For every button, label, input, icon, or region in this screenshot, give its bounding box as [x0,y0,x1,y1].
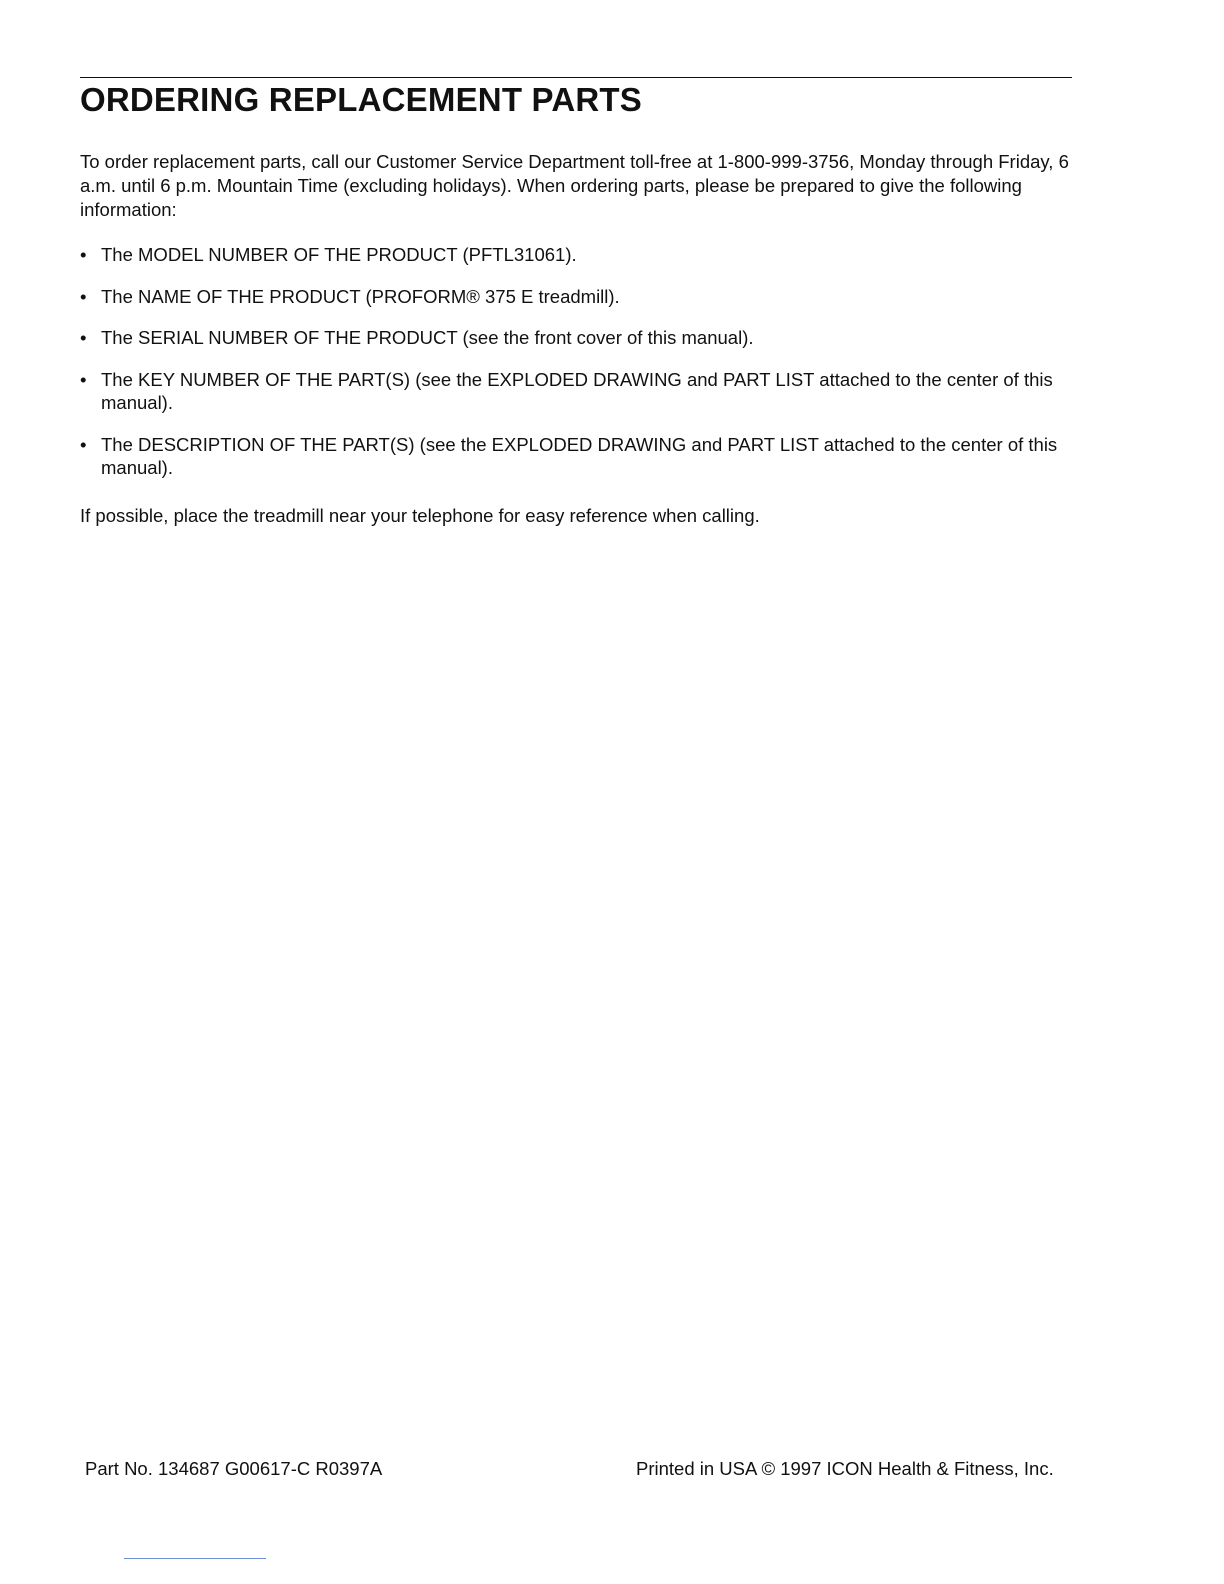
list-item-text: The KEY NUMBER OF THE PART(S) (see the EXPLODED DRAWING and PART LIST attached to the center of this manual). [101,368,1053,413]
closing-paragraph: If possible, place the treadmill near your telephone for easy reference when calling. [80,505,760,526]
bullet-icon: • [80,433,87,455]
list-item [80,368,1080,415]
list-item [80,326,1080,350]
bullet-icon: • [80,327,87,348]
decorative-divider [124,1558,266,1559]
list-item-text: The NAME OF THE PRODUCT (PROFORM® 375 E treadmill). [101,285,620,307]
bullet-icon: • [80,285,87,307]
list-item [80,243,1080,267]
bullet-icon: • [80,244,87,265]
footer-printed-notice: Printed in USA © 1997 ICON Health & Fitness, Inc. [636,1458,1054,1479]
bullet-icon: • [80,368,87,390]
heading-rule [80,77,1072,78]
list-item [80,285,1080,309]
intro-paragraph: To order replacement parts, call our Customer Service Department toll-free at 1-800-999-3756, Monday through Friday, 6 a.m. until 6 p.m. Mountain Time (excluding holidays). When ordering parts, please be prepared to give the following information: [80,151,1069,220]
list-item-text: The MODEL NUMBER OF THE PRODUCT (PFTL31061). [101,244,577,265]
list-item-text: The SERIAL NUMBER OF THE PRODUCT (see the front cover of this manual). [101,327,754,348]
required-info-list [80,243,1080,480]
footer-part-number: Part No. 134687 G00617-C R0397A [85,1458,383,1479]
list-item-text: The DESCRIPTION OF THE PART(S) (see the EXPLODED DRAWING and PART LIST attached to the center of this manual). [101,433,1058,478]
list-item [80,433,1080,480]
page-title: ORDERING REPLACEMENT PARTS [80,81,642,118]
